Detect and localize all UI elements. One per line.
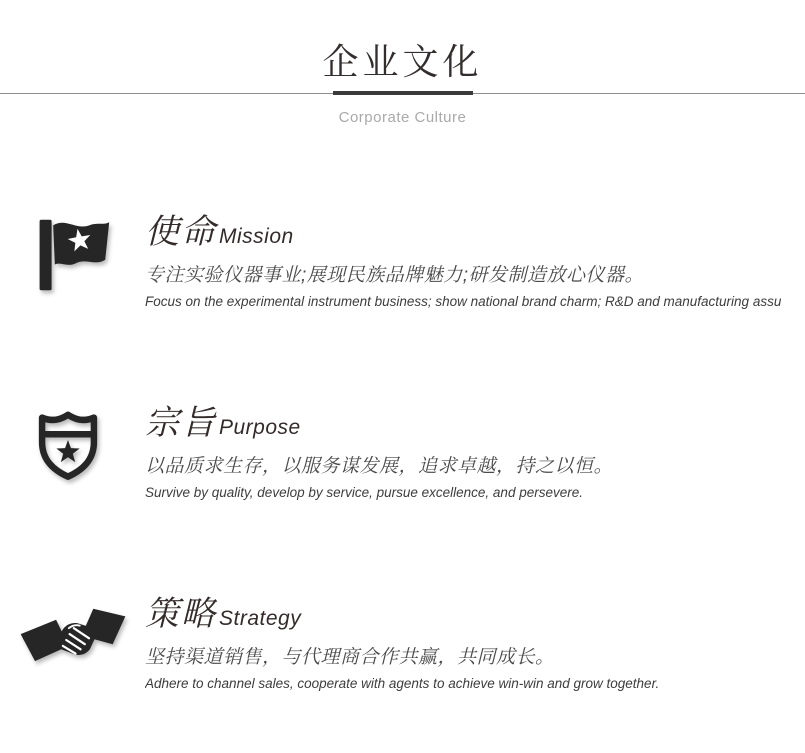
purpose-desc-en: Survive by quality, develop by service, pursue excellence, and persevere. [145,484,583,500]
mission-title [145,215,795,251]
section-purpose [0,406,805,500]
page-title: 企业文化 [322,41,483,82]
strategy-title [145,597,795,633]
strategy-title-en: Strategy [219,607,302,630]
mission-title-en: Mission [219,225,294,248]
strategy-desc-en: Adhere to channel sales, cooperate with agents to achieve win-win and grow together. [145,675,660,691]
purpose-title-en: Purpose [219,416,301,439]
shield-star-icon [32,406,104,484]
mission-desc-en: Focus on the experimental instrument business; show national brand charm; R&D and manufacturing assu [145,293,782,309]
purpose-title-cn: 宗旨 [145,404,217,442]
section-strategy [0,597,805,691]
divider-accent-bar [333,91,473,95]
handshake-icon [12,602,134,678]
mission-text-block [145,215,795,309]
page-subtitle: Corporate Culture [338,109,467,127]
header [0,0,805,126]
purpose-desc-cn: 以品质求生存，以服务谋发展，追求卓越，持之以恒。 [145,455,614,477]
flag-icon [30,215,118,295]
mission-title-cn: 使命 [145,213,217,251]
purpose-text-block [145,406,795,500]
section-mission [0,215,805,309]
mission-desc-cn: 专注实验仪器事业;展现民族品牌魅力;研发制造放心仪器。 [145,264,645,286]
purpose-title [145,406,795,442]
strategy-text-block [145,597,795,691]
strategy-desc-cn: 坚持渠道销售，与代理商合作共赢，共同成长。 [145,646,555,668]
strategy-title-cn: 策略 [145,595,217,633]
header-divider [0,91,805,96]
